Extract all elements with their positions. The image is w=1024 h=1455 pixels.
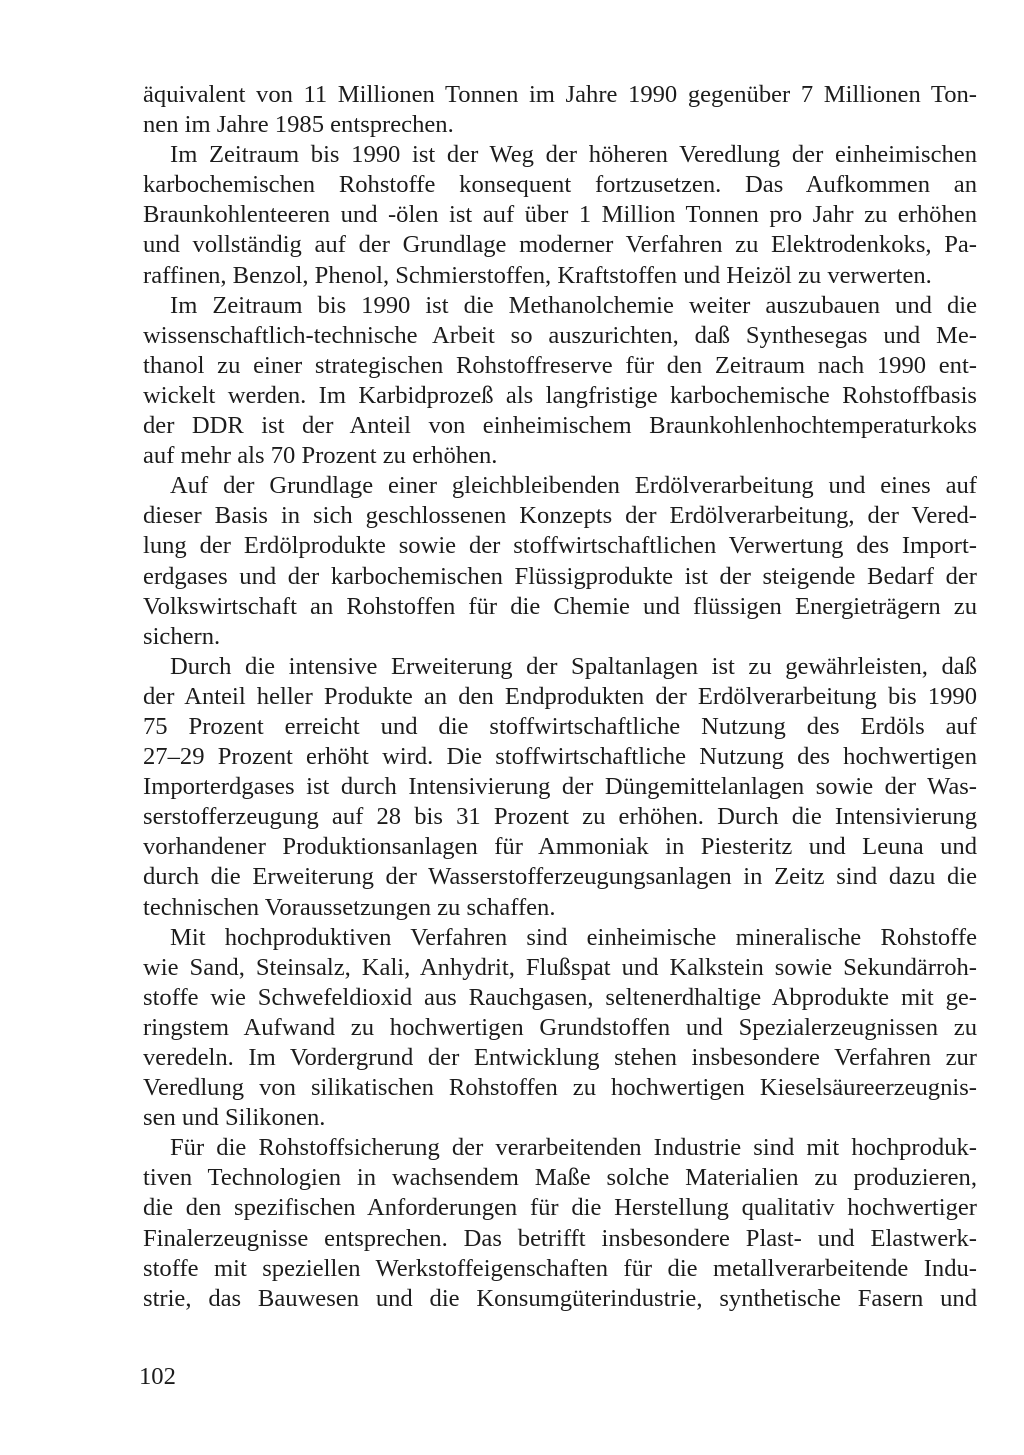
text-line: äquivalent von 11 Millionen Tonnen im Jahre 1990 gegenüber 7 Millionen Ton-: [143, 81, 977, 108]
text-line: technischen Voraussetzungen zu schaffen.: [143, 893, 556, 921]
paragraph: [143, 1133, 977, 1314]
text-line: Importerdgases ist durch Intensivierung der Düngemittelanlagen sowie der Was-: [143, 773, 977, 801]
paragraph: [143, 291, 977, 472]
paragraph: [143, 923, 977, 1134]
text-line: Finalerzeugnisse entsprechen. Das betrifft insbesondere Plast- und Elastwerk-: [143, 1224, 977, 1252]
text-line: nen im Jahre 1985 entsprechen.: [143, 111, 454, 139]
text-line: durch die Erweiterung der Wasserstofferzeugungsanlagen in Zeitz sind dazu die: [143, 863, 977, 891]
text-line: strie, das Bauwesen und die Konsumgüterindustrie, synthetische Fasern und: [143, 1284, 977, 1312]
text-line: Durch die intensive Erweiterung der Spaltanlagen ist zu gewährleisten, daß: [170, 652, 977, 680]
body-text: [143, 80, 977, 1314]
text-line: Mit hochproduktiven Verfahren sind einheimische mineralische Rohstoffe: [170, 923, 977, 951]
text-line: erdgases und der karbochemischen Flüssigprodukte ist der steigende Bedarf der: [143, 562, 977, 590]
paragraph: [143, 471, 977, 652]
text-line: stoffe mit speziellen Werkstoffeigenschaften für die metallverarbeitende Indu-: [143, 1254, 977, 1282]
text-line: Volkswirtschaft an Rohstoffen für die Chemie und flüssigen Energieträgern zu: [143, 592, 977, 620]
paragraph: [143, 140, 977, 290]
text-line: ringstem Aufwand zu hochwertigen Grundstoffen und Spezialerzeugnissen zu: [143, 1013, 977, 1041]
text-line: vorhandener Produktionsanlagen für Ammoniak in Piesteritz und Leuna und: [143, 833, 977, 861]
text-line: karbochemischen Rohstoffe konsequent fortzusetzen. Das Aufkommen an: [143, 171, 977, 199]
text-line: Für die Rohstoffsicherung der verarbeitenden Industrie sind mit hochproduk-: [170, 1134, 977, 1162]
text-line: Im Zeitraum bis 1990 ist die Methanolchemie weiter auszubauen und die: [170, 291, 977, 319]
text-line: sichern.: [143, 622, 221, 650]
text-line: Im Zeitraum bis 1990 ist der Weg der höheren Veredlung der einheimischen: [170, 141, 977, 169]
text-line: wissenschaftlich-technische Arbeit so auszurichten, daß Synthesegas und Me-: [143, 321, 977, 349]
text-line: Veredlung von silikatischen Rohstoffen zu hochwertigen Kieselsäureerzeugnis-: [143, 1074, 977, 1102]
text-line: raffinen, Benzol, Phenol, Schmierstoffen, Kraftstoffen und Heizöl zu verwerten.: [143, 261, 932, 289]
text-line: Braunkohlenteeren und -ölen ist auf über 1 Million Tonnen pro Jahr zu erhöhen: [143, 201, 977, 229]
text-line: stoffe wie Schwefeldioxid aus Rauchgasen, seltenerdhaltige Abprodukte mit ge-: [143, 983, 977, 1011]
text-line: 27–29 Prozent erhöht wird. Die stoffwirtschaftliche Nutzung des hochwertigen: [143, 743, 977, 771]
text-line: auf mehr als 70 Prozent zu erhöhen.: [143, 442, 498, 470]
text-line: sen und Silikonen.: [143, 1104, 326, 1132]
paragraph: [143, 80, 977, 140]
text-line: lung der Erdölprodukte sowie der stoffwirtschaftlichen Verwertung des Import-: [143, 532, 977, 560]
text-line: dieser Basis in sich geschlossenen Konzepts der Erdölverarbeitung, der Vered-: [143, 502, 977, 530]
text-line: der Anteil heller Produkte an den Endprodukten der Erdölverarbeitung bis 1990: [143, 682, 977, 710]
paragraph: [143, 652, 977, 923]
text-line: tiven Technologien in wachsendem Maße solche Materialien zu produzieren,: [143, 1164, 977, 1192]
text-line: thanol zu einer strategischen Rohstoffreserve für den Zeitraum nach 1990 ent-: [143, 351, 977, 379]
text-line: 75 Prozent erreicht und die stoffwirtschaftliche Nutzung des Erdöls auf: [143, 712, 977, 740]
text-line: serstofferzeugung auf 28 bis 31 Prozent zu erhöhen. Durch die Intensivierung: [143, 803, 977, 831]
text-line: die den spezifischen Anforderungen für die Herstellung qualitativ hochwertiger: [143, 1194, 977, 1222]
text-line: veredeln. Im Vordergrund der Entwicklung stehen insbesondere Verfahren zur: [143, 1044, 977, 1071]
text-line: und vollständig auf der Grundlage moderner Verfahren zu Elektrodenkoks, Pa-: [143, 231, 977, 259]
text-line: wie Sand, Steinsalz, Kali, Anhydrit, Flußspat und Kalkstein sowie Sekundärroh-: [143, 953, 977, 981]
text-line: Auf der Grundlage einer gleichbleibenden Erdölverarbeitung und eines auf: [170, 472, 977, 500]
text-line: wickelt werden. Im Karbidprozeß als langfristige karbochemische Rohstoffbasis: [143, 381, 977, 409]
page-number: 102: [139, 1363, 176, 1390]
text-line: der DDR ist der Anteil von einheimischem Braunkohlenhochtemperaturkoks: [143, 412, 977, 440]
